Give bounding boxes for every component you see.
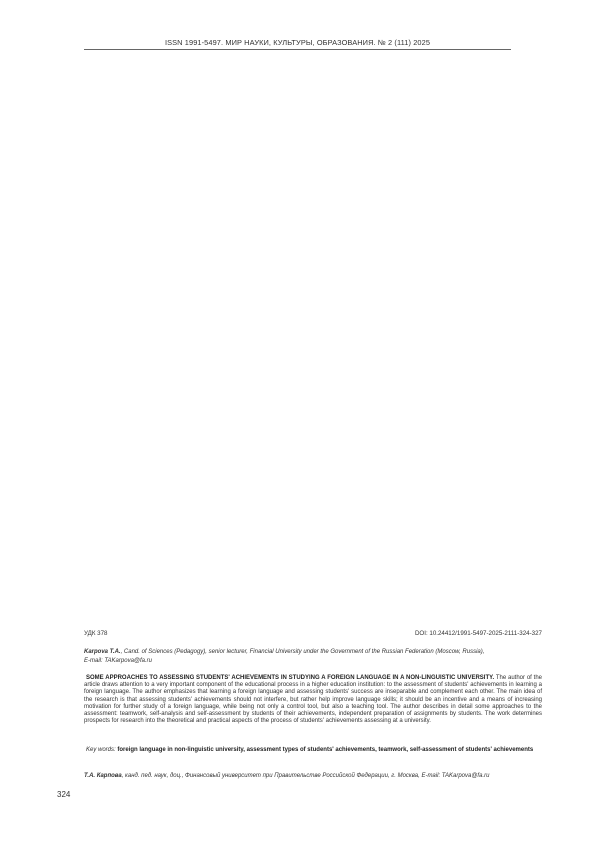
author-en-details: , Cand. of Sciences (Pedagogy), senior lecturer, Financial University under the Government of the Russian Federation (Moscow, Russia),: [120, 649, 485, 655]
author-en-block: [84, 648, 542, 667]
author-ru-block: [84, 773, 542, 779]
keywords-label: Key words:: [86, 747, 118, 753]
journal-header: ISSN 1991-5497. МИР НАУКИ, КУЛЬТУРЫ, ОБРАЗОВАНИЯ. № 2 (111) 2025: [164, 38, 431, 47]
header-divider: [84, 49, 511, 50]
page-number: 324: [57, 790, 71, 799]
abstract-en-text: The author of the article draws attention to a very important component of the educational process in a higher education institution: to the assessment of students' achievements in learning a foreign language. The author emphasizes that learning a foreign language and assessing students' success are inseparable and complement each other. The main idea of the research is that assessing students' achievements should not interfere, but rather help improve language skills; it should be an incentive and a means of increasing motivation for further study of a foreign language, while being not only a control tool, but also a teaching tool. The author describes in detail some approaches to the assessment: teamwork, self-analysis and self-assessment by students of their achievements, independent preparation of assignments by students. The work determines prospects for research into the theoretical and practical aspects of the process of students' achievements assessing at a university.: [84, 675, 542, 725]
author-en-email: E-mail: TAKarpova@fa.ru: [84, 658, 153, 665]
keywords-text: foreign language in non-linguistic university, assessment types of students' achievements, teamwork, self-assessment of students' achievements: [117, 747, 534, 753]
article-meta-row: [84, 630, 542, 637]
author-en-name: Karpova T.A.: [84, 649, 121, 655]
doi: DOI: 10.24412/1991-5497-2025-2111-324-327: [414, 630, 542, 637]
udc-code: УДК 378: [84, 630, 108, 637]
author-ru-name: Т.А. Карпова: [84, 773, 122, 779]
author-ru-details: , канд. пед. наук, доц., Финансовый университет при Правительстве Российской Федерации, г. Москва, E-mail: TAKarpova@fa.ru: [121, 773, 490, 779]
keywords-en: [84, 747, 542, 755]
article-title-en: SOME APPROACHES TO ASSESSING STUDENTS' ACHIEVEMENTS IN STUDYING A FOREIGN LANGUAGE IN A NON-LINGUISTIC UNIVERSITY.: [86, 675, 495, 681]
abstract-en: [84, 675, 542, 725]
